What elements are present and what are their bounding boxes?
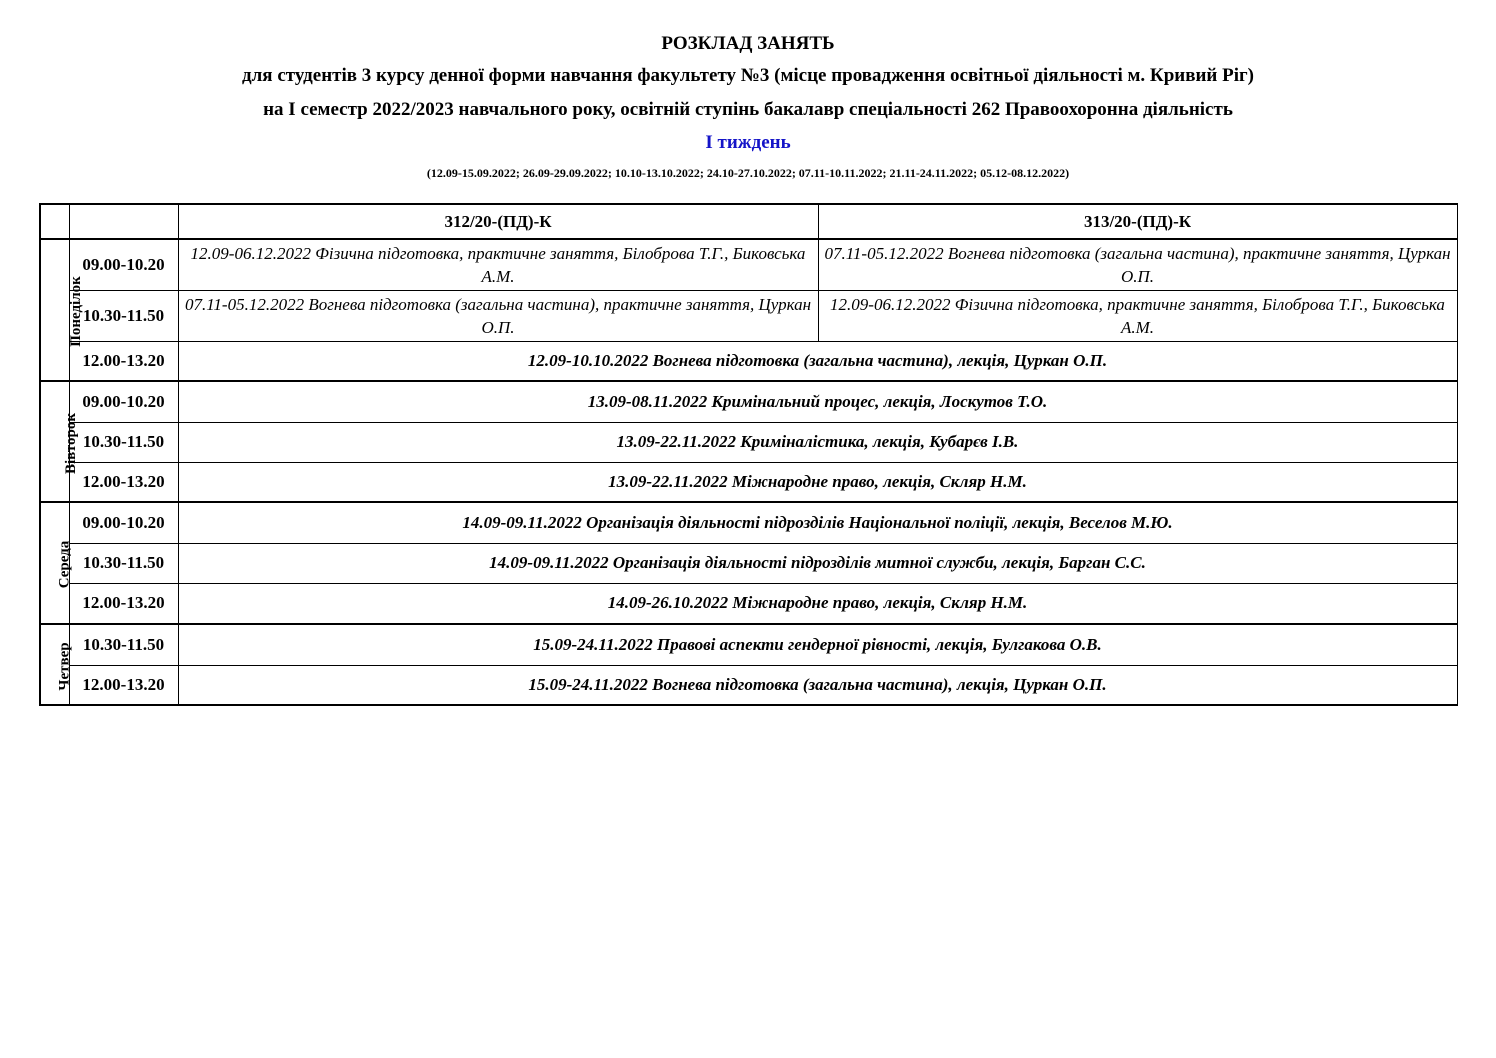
time-slot: 10.30-11.50 [69,290,178,341]
lesson-cell-312: 12.09-06.12.2022 Фізична підготовка, практичне заняття, Білоброва Т.Г., Биковська А.М. [178,239,818,290]
day-thursday: Четвер [40,624,69,705]
time-slot: 09.00-10.20 [69,502,178,543]
day-tuesday: Вівторок [40,381,69,502]
page-title: РОЗКЛАД ЗАНЯТЬ [661,33,835,54]
lesson-cell-all: 13.09-22.11.2022 Міжнародне право, лекція, Скляр Н.М. [178,462,1457,502]
lesson-cell-313: 12.09-06.12.2022 Фізична підготовка, практичне заняття, Білоброва Т.Г., Биковська А.М. [818,290,1457,341]
day-wednesday: Середа [40,502,69,624]
day-monday: Понеділок [40,239,69,381]
lesson-cell-all: 14.09-26.10.2022 Міжнародне право, лекція, Скляр Н.М. [178,583,1457,624]
time-slot: 10.30-11.50 [69,422,178,462]
group-header-313: 313/20-(ПД)-К [818,204,1457,239]
time-slot: 12.00-13.20 [69,665,178,705]
table-row [40,665,1457,705]
lesson-cell-all: 14.09-09.11.2022 Організація діяльності підрозділів Національної поліції, лекція, Веселов М.Ю. [178,502,1457,543]
lesson-cell-all: 12.09-10.10.2022 Вогнева підготовка (загальна частина), лекція, Цуркан О.П. [178,341,1457,381]
table-row [40,462,1457,502]
time-slot: 10.30-11.50 [69,624,178,665]
lesson-cell-all: 13.09-22.11.2022 Криміналістика, лекція, Кубарєв І.В. [178,422,1457,462]
group-header-312: 312/20-(ПД)-К [178,204,818,239]
table-row [40,502,1457,543]
lesson-cell-all: 13.09-08.11.2022 Кримінальний процес, лекція, Лоскутов Т.О. [178,381,1457,422]
week-dates: (12.09-15.09.2022; 26.09-29.09.2022; 10.10-13.10.2022; 24.10-27.10.2022; 07.11-10.11.2022; 21.11-24.11.2022; 05.12-08.12.2022) [426,166,1070,180]
time-slot: 12.00-13.20 [69,462,178,502]
lesson-cell-all: 14.09-09.11.2022 Організація діяльності підрозділів митної служби, лекція, Барган С.С. [178,543,1457,583]
table-row [40,543,1457,583]
table-row [40,290,1457,341]
table-row [40,624,1457,665]
subtitle-line-1: для студентів 3 курсу денної форми навчання факультету №3 (місце провадження освітньої діяльності м. Кривий Ріг) [242,65,1254,86]
table-row [40,239,1457,290]
table-row [40,422,1457,462]
time-slot: 09.00-10.20 [69,239,178,290]
corner-time-cell [69,204,178,239]
lesson-cell-all: 15.09-24.11.2022 Вогнева підготовка (загальна частина), лекція, Цуркан О.П. [178,665,1457,705]
week-label: I тиждень [705,132,791,153]
time-slot: 12.00-13.20 [69,583,178,624]
lesson-cell-all: 15.09-24.11.2022 Правові аспекти гендерної рівності, лекція, Булгакова О.В. [178,624,1457,665]
subtitle-line-2: на I семестр 2022/2023 навчального року, освітній ступінь бакалавр спеціальності 262 Правоохоронна діяльність [263,99,1233,120]
corner-cell [40,204,69,239]
group-header-row [40,204,1457,239]
time-slot: 10.30-11.50 [69,543,178,583]
schedule-table [39,203,1458,706]
lesson-cell-313: 07.11-05.12.2022 Вогнева підготовка (загальна частина), практичне заняття, Цуркан О.П. [818,239,1457,290]
table-row [40,583,1457,624]
table-row [40,341,1457,381]
table-row [40,381,1457,422]
time-slot: 09.00-10.20 [69,381,178,422]
lesson-cell-312: 07.11-05.12.2022 Вогнева підготовка (загальна частина), практичне заняття, Цуркан О.П. [178,290,818,341]
time-slot: 12.00-13.20 [69,341,178,381]
